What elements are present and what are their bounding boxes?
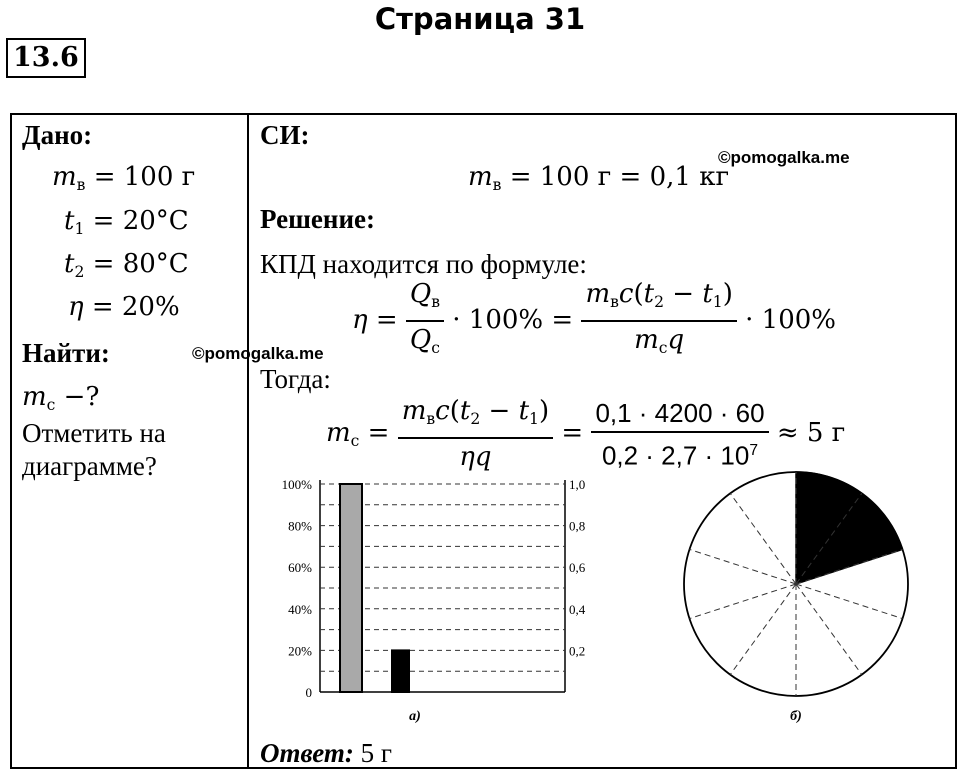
page-title: Страница 31: [374, 2, 586, 36]
table-divider: [247, 113, 249, 769]
answer: Ответ: 5 г: [260, 738, 392, 768]
bar-caption: а): [409, 709, 421, 724]
bar-right-tick-label: 0,4: [569, 601, 586, 617]
bar-1: [340, 484, 362, 692]
diagrams: [250, 468, 955, 736]
find-text-line1: Отметить на: [22, 418, 166, 448]
given-t1: $t_1 = 20^\circ C$: [64, 206, 189, 238]
bar-right-tick-label: 0,6: [569, 560, 586, 576]
bar-left-tick-label: 40%: [288, 601, 312, 617]
given-heading: Дано:: [22, 120, 93, 150]
solution-heading: Решение:: [260, 204, 375, 234]
bar-right-tick-label: 0,2: [569, 643, 586, 659]
pie-caption: б): [790, 709, 802, 724]
mass-fuel-formula: $m_с$ = $\frac{m_вc(t_2 - t_1)}{\eta q}$ = $\frac{0,1 \cdot 4200 \cdot 60}{0,2 \cdot 2,7 \cdot 10^7}$ ≈ 5 г: [326, 393, 845, 475]
solution-line1: КПД находится по формуле:: [260, 249, 587, 279]
given-t2: $t_2 = 80^\circ C$: [64, 249, 189, 281]
find-mass-fuel: $m_с$ −?: [22, 382, 100, 414]
task-number: 13.6: [6, 38, 86, 78]
si-conversion: $m_в = 100$ г = 0,1 кг: [468, 162, 730, 194]
bar-right-tick-label: 0,8: [569, 518, 586, 534]
watermark-middle: ©pomogalka.me: [192, 344, 324, 363]
si-heading: СИ:: [260, 120, 310, 150]
given-mass-water: $m_в = 100$ г: [52, 162, 196, 194]
given-efficiency: η = 20%: [68, 292, 180, 322]
bar-chart: [282, 477, 586, 724]
bar-left-tick-label: 100%: [281, 477, 312, 492]
find-text-line2: диаграмме?: [22, 451, 157, 481]
bar-left-tick-label: 0: [305, 685, 312, 700]
bar-left-tick-label: 80%: [288, 518, 312, 534]
bar-left-tick-label: 60%: [288, 560, 312, 576]
bar-left-tick-label: 20%: [288, 643, 312, 659]
efficiency-formula: η = $\frac{Q_в}{Q_с}$ · 100% = $\frac{m_вc(t_2 - t_1)}{m_сq}$ · 100%: [352, 276, 836, 366]
bar-right-tick-label: 1,0: [569, 477, 586, 492]
pie-chart: [684, 472, 908, 724]
solution-then: Тогда:: [260, 364, 331, 394]
watermark-top: ©pomogalka.me: [718, 148, 850, 167]
find-heading: Найти:: [22, 338, 110, 368]
bar-2: [392, 650, 409, 692]
